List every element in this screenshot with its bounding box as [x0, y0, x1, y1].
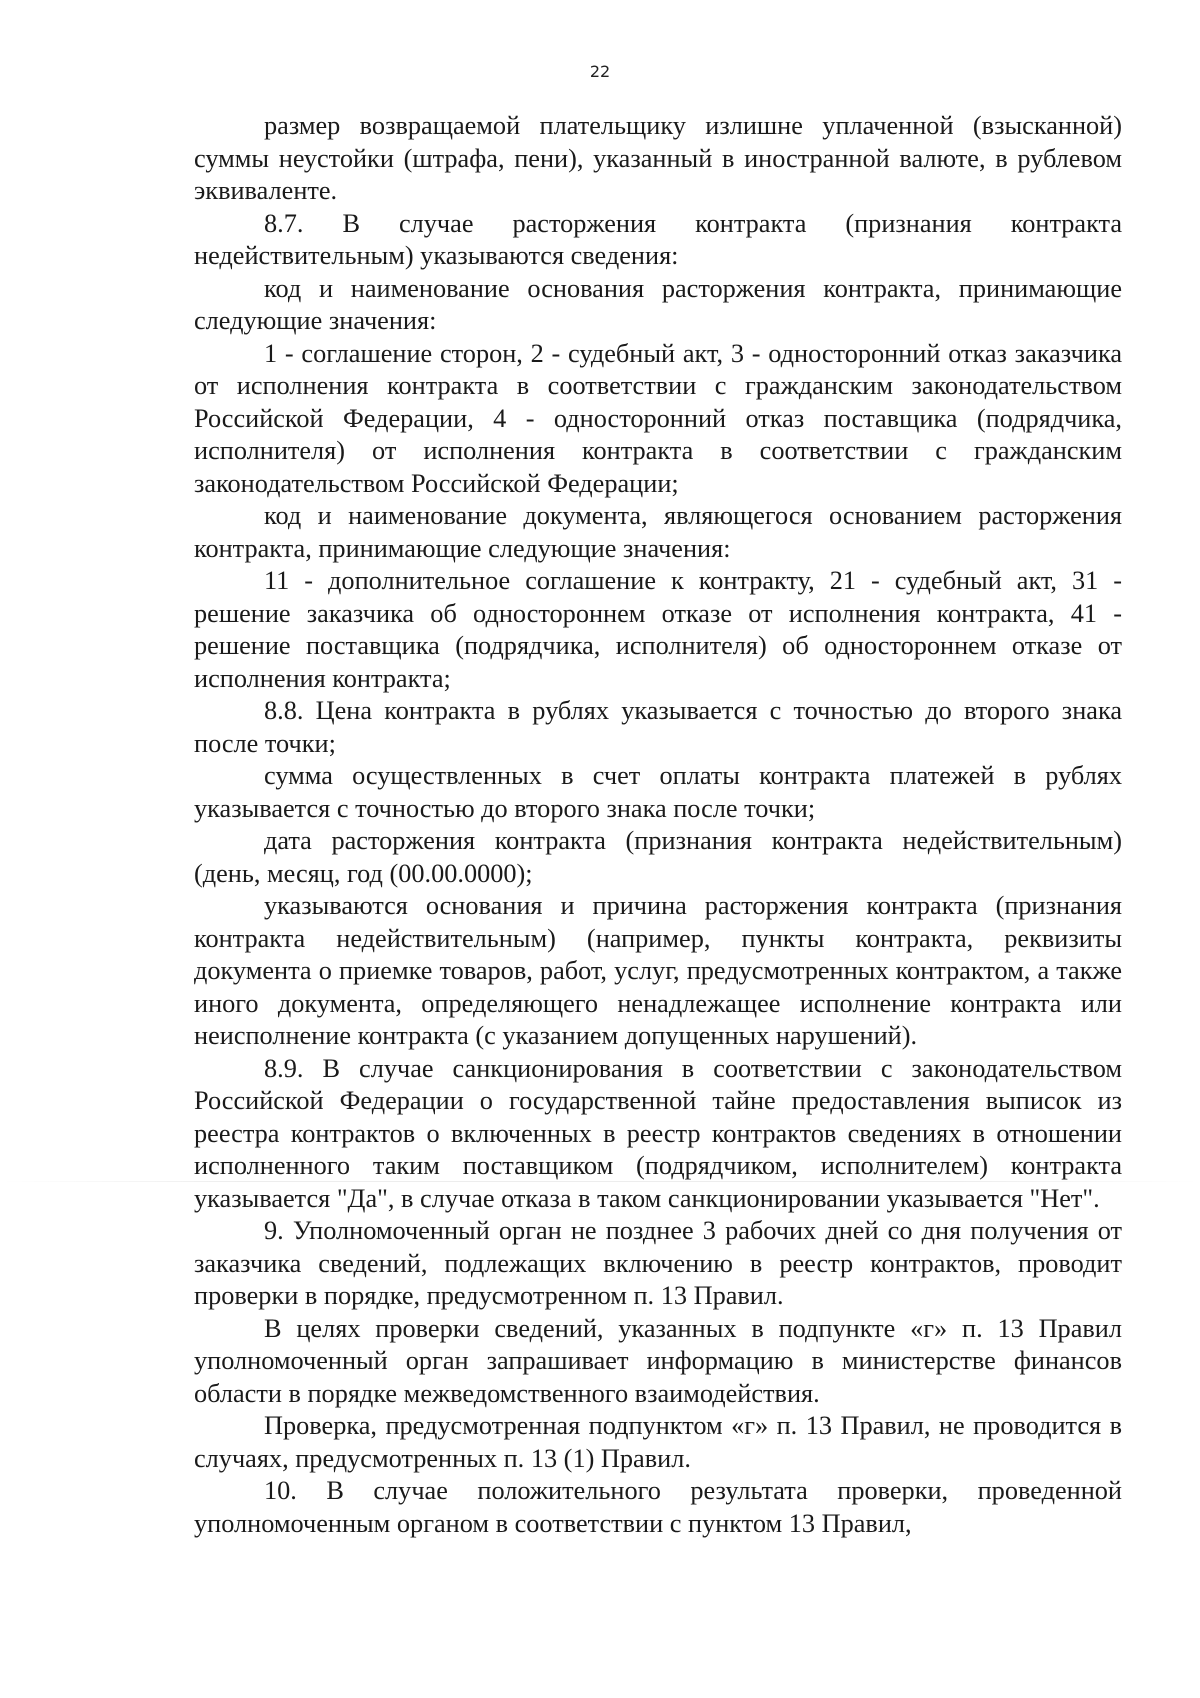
paragraph: 8.9. В случае санкционирования в соответствии с законодательством Российской Федерации о государственной тайне предоставления выписок из реестра контрактов о включенных в реестр контрактов сведениях в отношении исполненного таким поставщиком (подрядчиком, исполнителем) контракта указывается "Да", в случае отказа в таком санкционировании указывается "Нет".	[194, 1053, 1122, 1213]
paragraph: код и наименование основания расторжения контракта, принимающие следующие значения:	[194, 273, 1122, 335]
paragraph: 10. В случае положительного результата проверки, проведенной уполномоченным органом в соответствии с пунктом 13 Правил,	[194, 1476, 1122, 1538]
paragraph: В целях проверки сведений, указанных в подпункте «г» п. 13 Правил уполномоченный орган запрашивает информацию в министерстве финансов области в порядке межведомственного взаимодействия.	[194, 1313, 1122, 1408]
paragraph: сумма осуществленных в счет оплаты контракта платежей в рублях указывается с точностью до второго знака после точки;	[194, 761, 1122, 823]
page-number: 22	[589, 62, 611, 81]
paragraph: 11 - дополнительное соглашение к контракту, 21 - судебный акт, 31 - решение заказчика об одностороннем отказе от исполнения контракта, 41 - решение поставщика (подрядчика, исполнителя) об одностороннем отказе от исполнения контракта;	[194, 566, 1122, 693]
paragraph: 1 - соглашение сторон, 2 - судебный акт, 3 - односторонний отказ заказчика от исполнения контракта в соответствии с гражданским законодательством Российской Федерации, 4 - односторонний отказ поставщика (подрядчика, исполнителя) от исполнения контракта в соответствии с гражданским законодательством Российской Федерации;	[194, 338, 1122, 498]
paragraph: Проверка, предусмотренная подпунктом «г» п. 13 Правил, не проводится в случаях, предусмотренных п. 13 (1) Правил.	[194, 1411, 1122, 1473]
paragraph: 8.7. В случае расторжения контракта (признания контракта недействительным) указываются сведения:	[194, 208, 1122, 270]
paragraph: дата расторжения контракта (признания контракта недействительным) (день, месяц, год (00.00.0000);	[194, 826, 1122, 888]
paragraph: 8.8. Цена контракта в рублях указывается с точностью до второго знака после точки;	[194, 696, 1122, 758]
paragraph: код и наименование документа, являющегося основанием расторжения контракта, принимающие следующие значения:	[194, 501, 1122, 563]
scan-artifact-line	[0, 1181, 1200, 1182]
paragraph: указываются основания и причина расторжения контракта (признания контракта недействительным) (например, пункты контракта, реквизиты документа о приемке товаров, работ, услуг, предусмотренных контрактом, а также иного документа, определяющего ненадлежащее исполнение контракта или неисполнение контракта (с указанием допущенных нарушений).	[194, 891, 1122, 1050]
paragraph: 9. Уполномоченный орган не позднее 3 рабочих дней со дня получения от заказчика сведений, подлежащих включению в реестр контрактов, проводит проверки в порядке, предусмотренном п. 13 Правил.	[194, 1216, 1122, 1310]
paragraph: размер возвращаемой плательщику излишне уплаченной (взысканной) суммы неустойки (штрафа, пени), указанный в иностранной валюте, в рублевом эквиваленте.	[194, 111, 1122, 205]
document-body	[194, 110, 1122, 1540]
